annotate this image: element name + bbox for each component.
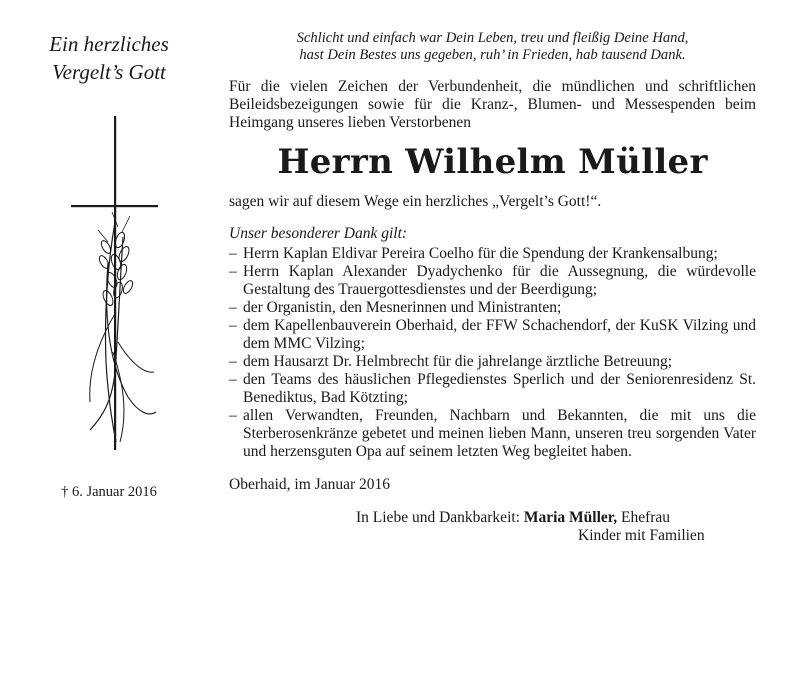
signature-line-1 <box>356 509 670 527</box>
thanks-title-line-1: Ein herzliches <box>49 32 169 56</box>
thanks-item: – der Organistin, den Mesnerinnen und Ministranten; <box>229 299 756 317</box>
thanks-item: – allen Verwandten, Freunden, Nachbarn und Bekannten, die mit uns die Sterberosenkränze gebetet und meinen lieben Mann, unseren treu sorgenden Vater und herzensguten Opa auf seinem letzten Weg begleitet haben. <box>229 407 756 461</box>
cross-with-wheat-icon <box>68 112 160 452</box>
thanks-title <box>14 30 204 86</box>
thanks-item: – dem Kapellenbauverein Oberhaid, der FFW Schachendorf, der KuSK Vilzing und dem MMC Vilzing; <box>229 317 756 353</box>
motto-line-1: Schlicht und einfach war Dein Leben, treu und fleißig Deine Hand, <box>296 30 689 46</box>
place-date: Oberhaid, im Januar 2016 <box>229 476 390 493</box>
thanks-item: – Herrn Kaplan Eldivar Pereira Coelho für die Spendung der Krankensalbung; <box>229 245 756 263</box>
signature-prefix: In Liebe und Dankbarkeit: <box>356 509 520 526</box>
thanks-item: – den Teams des häuslichen Pflegedienstes Sperlich und der Seniorenresidenz St. Benediktus, Bad Kötzting; <box>229 371 756 407</box>
thanks-list <box>229 245 756 461</box>
death-date: † 6. Januar 2016 <box>61 484 157 500</box>
lead-text: sagen wir auf diesem Wege ein herzliches „Vergelt’s Gott!“. <box>229 193 602 210</box>
signature-block <box>229 509 756 549</box>
signature-line-2: Kinder mit Familien <box>578 527 705 544</box>
intro-text: Für die vielen Zeichen der Verbundenheit, die mündlichen und schriftlichen Beileidsbezeigungen sowie für die Kranz-, Blumen- und Messespenden beim Heimgang unseres lieben Verstorbenen <box>229 78 756 131</box>
left-column <box>0 0 215 677</box>
main-column <box>229 30 756 549</box>
thanks-heading: Unser besonderer Dank gilt: <box>229 225 408 242</box>
thanks-item: – Herrn Kaplan Alexander Dyadychenko für die Aussegnung, die würdevolle Gestaltung des Trauergottesdienstes und der Beerdigung; <box>229 263 756 299</box>
thanks-item: – dem Hausarzt Dr. Helmbrecht für die jahrelange ärztliche Betreuung; <box>229 353 756 371</box>
thanks-title-line-2: Vergelt’s Gott <box>52 60 166 84</box>
signature-role: Ehefrau <box>621 509 671 526</box>
signature-name: Maria Müller, <box>523 509 618 526</box>
motto <box>229 30 756 64</box>
deceased-name: Herrn Wilhelm Müller <box>277 142 708 182</box>
motto-line-2: hast Dein Bestes uns gegeben, ruh’ in Frieden, hab tausend Dank. <box>299 47 686 63</box>
